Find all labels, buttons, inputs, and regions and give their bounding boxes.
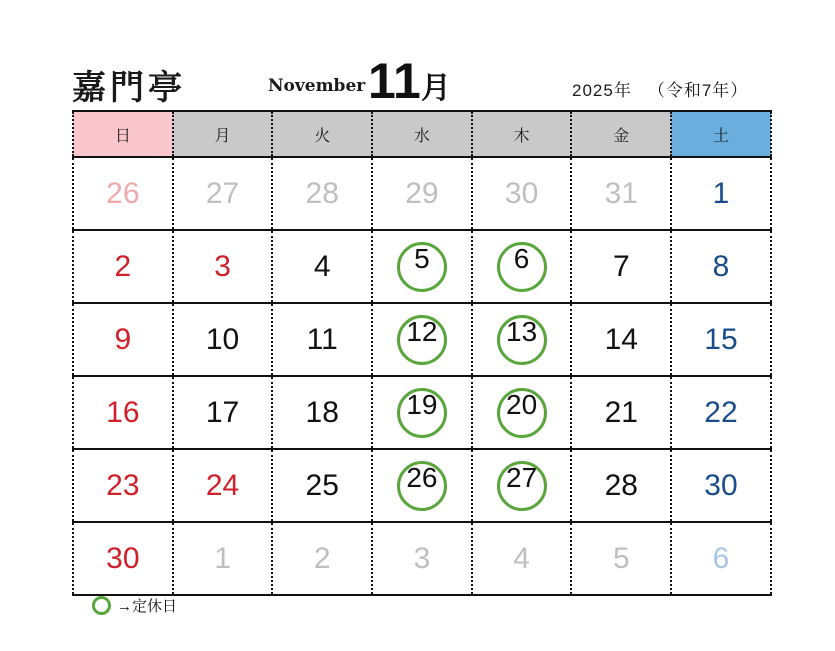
calendar-week-row	[73, 522, 771, 595]
day-number: 2	[313, 541, 331, 575]
day-cell[interactable]	[272, 303, 372, 376]
day-cell[interactable]	[671, 522, 771, 595]
day-number: 2	[114, 249, 132, 283]
day-number: 4	[313, 249, 331, 283]
legend-label: →定休日	[117, 598, 178, 615]
legend	[92, 595, 177, 616]
day-number: 25	[305, 468, 339, 502]
day-cell[interactable]	[372, 303, 472, 376]
day-number: 15	[704, 322, 738, 356]
month-number-japanese	[368, 52, 451, 110]
day-cell[interactable]	[472, 522, 572, 595]
day-cell[interactable]	[571, 303, 671, 376]
day-cell[interactable]	[372, 157, 472, 230]
day-number: 30	[106, 541, 140, 575]
weekday-header-mon: 月	[173, 111, 273, 157]
calendar-week-row	[73, 157, 771, 230]
day-cell[interactable]	[73, 230, 173, 303]
day-cell[interactable]	[671, 376, 771, 449]
day-cell[interactable]	[372, 449, 472, 522]
day-number: 8	[712, 249, 730, 283]
day-number: 26	[106, 176, 140, 210]
day-cell[interactable]	[173, 157, 273, 230]
day-number: 29	[405, 176, 439, 210]
day-cell[interactable]	[372, 376, 472, 449]
calendar-week-row	[73, 230, 771, 303]
day-number: 27	[497, 461, 547, 511]
weekday-header-fri: 金	[571, 111, 671, 157]
day-number: 20	[497, 388, 547, 438]
day-cell[interactable]	[272, 157, 372, 230]
day-cell[interactable]	[173, 522, 273, 595]
month-name-english: November	[268, 76, 366, 96]
day-cell[interactable]	[173, 376, 273, 449]
day-number: 28	[305, 176, 339, 210]
day-cell[interactable]	[73, 303, 173, 376]
year-block	[572, 76, 748, 101]
day-number: 21	[604, 395, 638, 429]
day-number: 6	[712, 541, 730, 575]
day-number: 14	[604, 322, 638, 356]
day-number: 24	[205, 468, 240, 502]
day-number: 17	[205, 395, 240, 429]
day-number: 26	[397, 461, 447, 511]
calendar-grid	[72, 110, 756, 596]
era-label: （令和7年）	[647, 81, 749, 100]
day-number: 30	[704, 468, 738, 502]
day-number: 23	[106, 468, 140, 502]
day-cell[interactable]	[173, 303, 273, 376]
day-cell[interactable]	[73, 376, 173, 449]
year-label: 2025年	[572, 81, 632, 100]
weekday-header-sun: 日	[73, 111, 173, 157]
day-number: 18	[305, 395, 339, 429]
day-number: 7	[612, 249, 630, 283]
day-number: 19	[397, 388, 447, 438]
day-cell[interactable]	[571, 376, 671, 449]
weekday-header-row	[73, 111, 771, 157]
day-cell[interactable]	[272, 230, 372, 303]
calendar-body	[73, 157, 771, 595]
day-cell[interactable]	[671, 157, 771, 230]
day-number: 6	[497, 242, 547, 292]
day-cell[interactable]	[73, 449, 173, 522]
day-number: 16	[106, 395, 140, 429]
day-number: 30	[504, 176, 539, 210]
day-number: 10	[205, 322, 240, 356]
day-number: 3	[413, 541, 431, 575]
day-cell[interactable]	[73, 157, 173, 230]
month-suffix: 月	[420, 72, 451, 105]
shop-name: 嘉門亭	[72, 68, 186, 108]
day-cell[interactable]	[671, 449, 771, 522]
day-cell[interactable]	[571, 522, 671, 595]
day-cell[interactable]	[472, 157, 572, 230]
day-number: 9	[114, 322, 132, 356]
month-number: 11	[368, 53, 421, 109]
day-number: 3	[214, 249, 231, 283]
day-cell[interactable]	[571, 230, 671, 303]
day-cell[interactable]	[73, 522, 173, 595]
day-cell[interactable]	[272, 376, 372, 449]
day-cell[interactable]	[272, 522, 372, 595]
weekday-header-tue: 火	[272, 111, 372, 157]
day-number: 1	[214, 541, 231, 575]
calendar-week-row	[73, 303, 771, 376]
day-number: 11	[306, 322, 338, 356]
day-number: 5	[612, 541, 630, 575]
day-cell[interactable]	[472, 303, 572, 376]
day-number: 13	[497, 315, 547, 365]
calendar-table	[72, 110, 772, 596]
calendar-header	[0, 26, 835, 109]
day-number: 22	[704, 395, 738, 429]
weekday-header-thu: 木	[472, 111, 572, 157]
day-number: 31	[604, 176, 638, 210]
day-number: 5	[397, 242, 447, 292]
calendar-week-row	[73, 376, 771, 449]
day-number: 4	[513, 541, 530, 575]
day-cell[interactable]	[671, 230, 771, 303]
day-cell[interactable]	[472, 230, 572, 303]
weekday-header-sat: 土	[671, 111, 771, 157]
calendar-week-row	[73, 449, 771, 522]
closed-day-circle-icon	[92, 596, 111, 615]
day-cell[interactable]	[272, 449, 372, 522]
day-cell[interactable]	[173, 449, 273, 522]
day-cell[interactable]	[671, 303, 771, 376]
day-cell[interactable]	[372, 230, 472, 303]
day-cell[interactable]	[571, 157, 671, 230]
weekday-header-wed: 水	[372, 111, 472, 157]
day-cell[interactable]	[372, 522, 472, 595]
day-number: 28	[604, 468, 638, 502]
day-number: 27	[205, 176, 240, 210]
day-number: 1	[712, 176, 730, 210]
day-cell[interactable]	[173, 230, 273, 303]
day-cell[interactable]	[472, 376, 572, 449]
day-cell[interactable]	[571, 449, 671, 522]
day-cell[interactable]	[472, 449, 572, 522]
calendar-head	[73, 111, 771, 157]
day-number: 12	[397, 315, 447, 365]
